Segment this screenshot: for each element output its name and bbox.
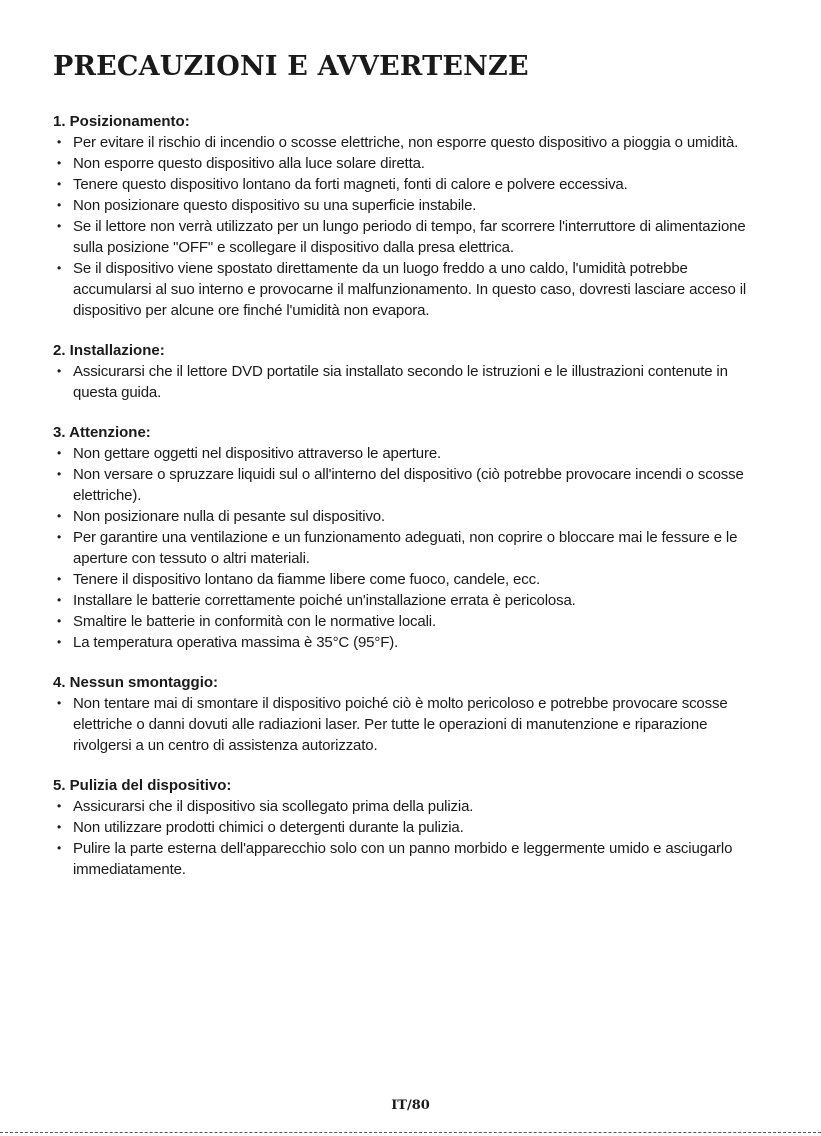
list-item: • Per evitare il rischio di incendio o scosse elettriche, non esporre questo dispositivo a pioggia o umidità.: [53, 132, 768, 153]
page-title: PRECAUZIONI E AVVERTENZE: [53, 51, 529, 82]
list-item: • Pulire la parte esterna dell'apparecchio solo con un panno morbido e leggermente umido e asciugarlo immediatamente.: [53, 838, 768, 880]
bullet-list: [53, 132, 768, 321]
section-cleaning: [53, 775, 768, 880]
list-item: • Se il lettore non verrà utilizzato per un lungo periodo di tempo, far scorrere l'interruttore di alimentazione sulla posizione "OFF" e scollegare il dispositivo dalla presa elettrica.: [53, 216, 768, 258]
list-item: • Non posizionare questo dispositivo su una superficie instabile.: [53, 195, 768, 216]
section-no-disassembly: [53, 672, 768, 756]
section-heading: 3. Attenzione:: [53, 424, 151, 441]
list-item: • Non versare o spruzzare liquidi sul o all'interno del dispositivo (ciò potrebbe provocare incendi o scosse elettriche).: [53, 464, 768, 506]
section-heading: 4. Nessun smontaggio:: [53, 674, 219, 691]
section-positioning: [53, 111, 768, 321]
list-item: • Per garantire una ventilazione e un funzionamento adeguati, non coprire o bloccare mai le fessure e le aperture con tessuto o altri materiali.: [53, 527, 768, 569]
bullet-list: [53, 796, 768, 880]
list-item: • Non tentare mai di smontare il dispositivo poiché ciò è molto pericoloso e potrebbe provocare scosse elettriche o danni dovuti alle radiazioni laser. Per tutte le operazioni di manutenzione e riparazione rivolgersi a un centro di assistenza autorizzato.: [53, 693, 768, 756]
list-item: • Se il dispositivo viene spostato direttamente da un luogo freddo a uno caldo, l'umidità potrebbe accumularsi al suo interno e provocarne il malfunzionamento. In questo caso, dovresti lasciare acceso il dispositivo per alcune ore finché l'umidità non evapora.: [53, 258, 768, 321]
list-item: • Non utilizzare prodotti chimici o detergenti durante la pulizia.: [53, 817, 768, 838]
bottom-divider: [0, 1132, 821, 1133]
list-item: • Non esporre questo dispositivo alla luce solare diretta.: [53, 153, 768, 174]
section-attention: [53, 422, 768, 653]
list-item: • Assicurarsi che il lettore DVD portatile sia installato secondo le istruzioni e le illustrazioni contenute in questa guida.: [53, 361, 768, 403]
list-item: • Smaltire le batterie in conformità con le normative locali.: [53, 611, 768, 632]
bullet-list: [53, 693, 768, 756]
list-item: • La temperatura operativa massima è 35°C (95°F).: [53, 632, 768, 653]
bullet-list: [53, 361, 768, 403]
precautions-content: [53, 111, 768, 899]
section-heading: 5. Pulizia del dispositivo:: [53, 777, 232, 794]
list-item: • Tenere il dispositivo lontano da fiamme libere come fuoco, candele, ecc.: [53, 569, 768, 590]
list-item: • Non posizionare nulla di pesante sul dispositivo.: [53, 506, 768, 527]
page-number: IT/80: [391, 1098, 430, 1113]
section-heading: 1. Posizionamento:: [53, 113, 190, 130]
list-item: • Tenere questo dispositivo lontano da forti magneti, fonti di calore e polvere eccessiva.: [53, 174, 768, 195]
section-installation: [53, 340, 768, 403]
bullet-list: [53, 443, 768, 653]
list-item: • Assicurarsi che il dispositivo sia scollegato prima della pulizia.: [53, 796, 768, 817]
list-item: • Installare le batterie correttamente poiché un'installazione errata è pericolosa.: [53, 590, 768, 611]
section-heading: 2. Installazione:: [53, 342, 165, 359]
list-item: • Non gettare oggetti nel dispositivo attraverso le aperture.: [53, 443, 768, 464]
